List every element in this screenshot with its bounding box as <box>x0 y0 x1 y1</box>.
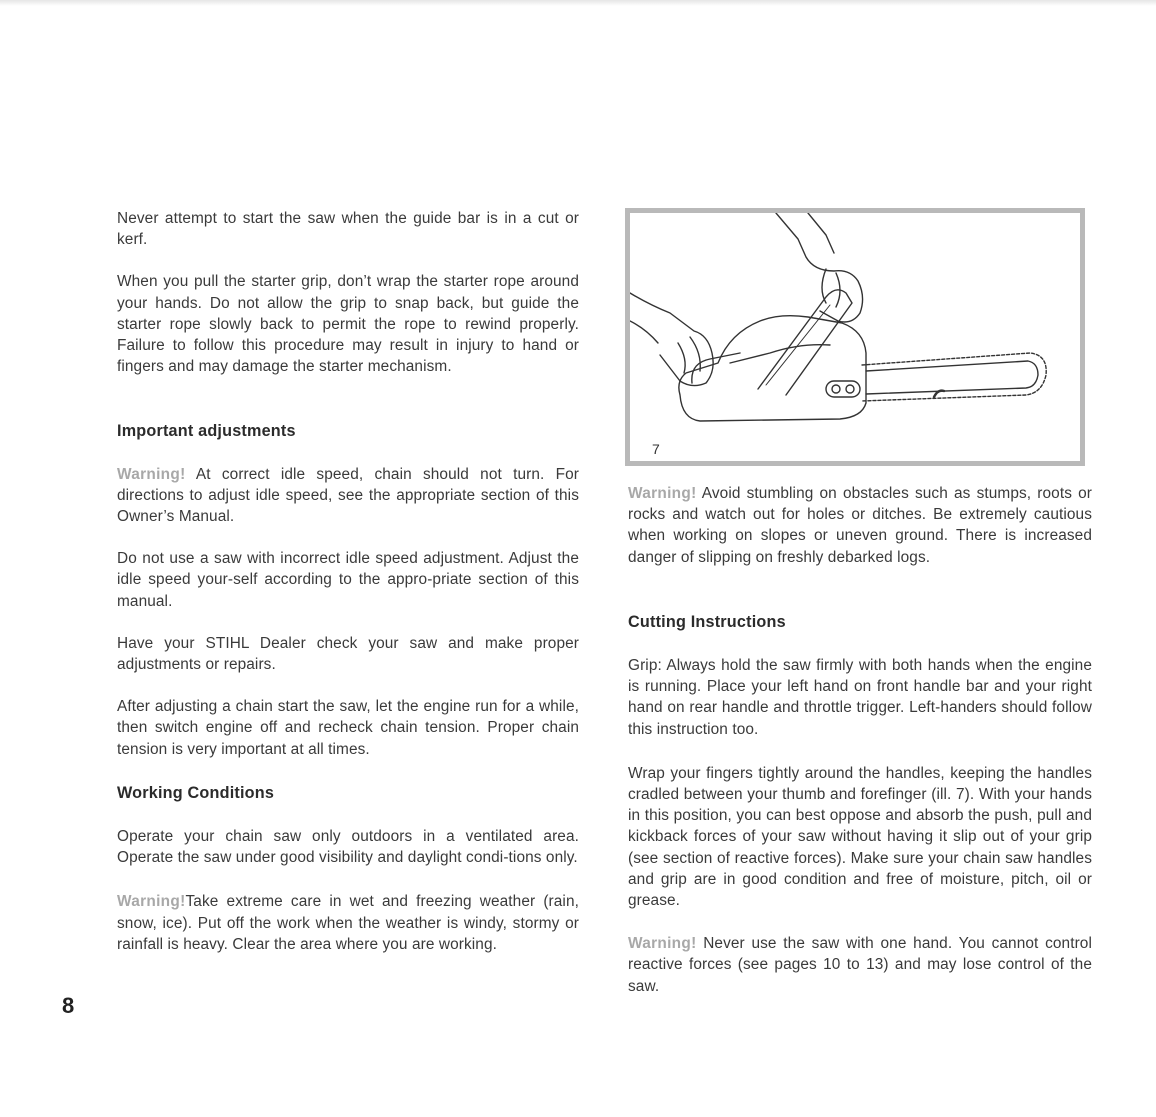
paragraph-starter-grip: When you pull the starter grip, don’t wrap the starter rope around your hands. Do not allow the grip to snap back, but guide the starter rope slowly back to permit the rope to rewind properly. Failure to follow this procedure may result in injury to hand or fingers and may damage the starter mechanism. <box>117 273 579 376</box>
warning-weather-text: Take extreme care in wet and freezing weather (rain, snow, ice). Put off the work when the weather is windy, stormy or rainfall is heavy. Clear the area where you are working. <box>117 893 579 953</box>
warning-obstacles-text: Avoid stumbling on obstacles such as stumps, roots or rocks and watch out for holes or ditches. Be extremely cautious when working on slopes or uneven ground. There is increased danger of slipping on freshly debarked logs. <box>628 485 1092 566</box>
warning-one-hand <box>628 933 1092 997</box>
paragraph-wrap-fingers: Wrap your fingers tightly around the handles, keeping the handles cradled between your thumb and forefinger (ill. 7). With your hands in this position, you can best oppose and absorb the push, pull and kickback forces of your saw without having it slip out of your grip (see section of reactive forces). Make sure your chain saw handles and grip are in good condition and free of moisture, pitch, oil or grease. <box>628 764 1092 910</box>
warning-label: Warning! <box>117 465 186 483</box>
heading-working-conditions: Working Conditions <box>117 783 275 802</box>
paragraph-chain-tension: After adjusting a chain start the saw, let the engine run for a while, then switch engine off and recheck chain tension. Proper chain tension is very important at all times. <box>117 698 579 758</box>
warning-idle-speed-text: At correct idle speed, chain should not turn. For directions to adjust idle speed, see the appropriate section of this Owner’s Manual. <box>117 465 579 526</box>
warning-obstacles <box>628 483 1092 568</box>
warning-one-hand-text: Never use the saw with one hand. You cannot control reactive forces (see pages 10 to 13) and may lose control of the saw. <box>628 935 1092 995</box>
page-number: 8 <box>62 993 75 1018</box>
paragraph-incorrect-idle: Do not use a saw with incorrect idle speed adjustment. Adjust the idle speed your-self according to the appro-priate section of this manual. <box>117 550 579 610</box>
right-column <box>628 483 1092 997</box>
left-column <box>117 208 579 955</box>
page-top-shade <box>0 0 1156 6</box>
heading-important-adjustments: Important adjustments <box>117 422 296 441</box>
warning-weather <box>117 891 579 955</box>
paragraph-guide-bar: Never attempt to start the saw when the guide bar is in a cut or kerf. <box>117 210 579 249</box>
paragraph-ventilated-area: Operate your chain saw only outdoors in a ventilated area. Operate the saw under good visibility and daylight condi-tions only. <box>117 828 579 867</box>
chainsaw-grip-illustration <box>630 213 1080 461</box>
paragraph-grip: Grip: Always hold the saw firmly with both hands when the engine is running. Place your left hand on front handle bar and your right hand on rear handle and throttle trigger. Left-handers should follow this instruction too. <box>628 657 1092 738</box>
figure-number: 7 <box>652 441 660 457</box>
warning-label: Warning! <box>117 893 186 911</box>
warning-idle-speed <box>117 464 579 528</box>
warning-label: Warning! <box>628 935 697 953</box>
warning-label: Warning! <box>628 485 697 502</box>
paragraph-stihl-dealer: Have your STIHL Dealer check your saw and make proper adjustments or repairs. <box>117 634 579 674</box>
heading-cutting-instructions: Cutting Instructions <box>628 612 786 631</box>
figure-7 <box>625 208 1085 466</box>
